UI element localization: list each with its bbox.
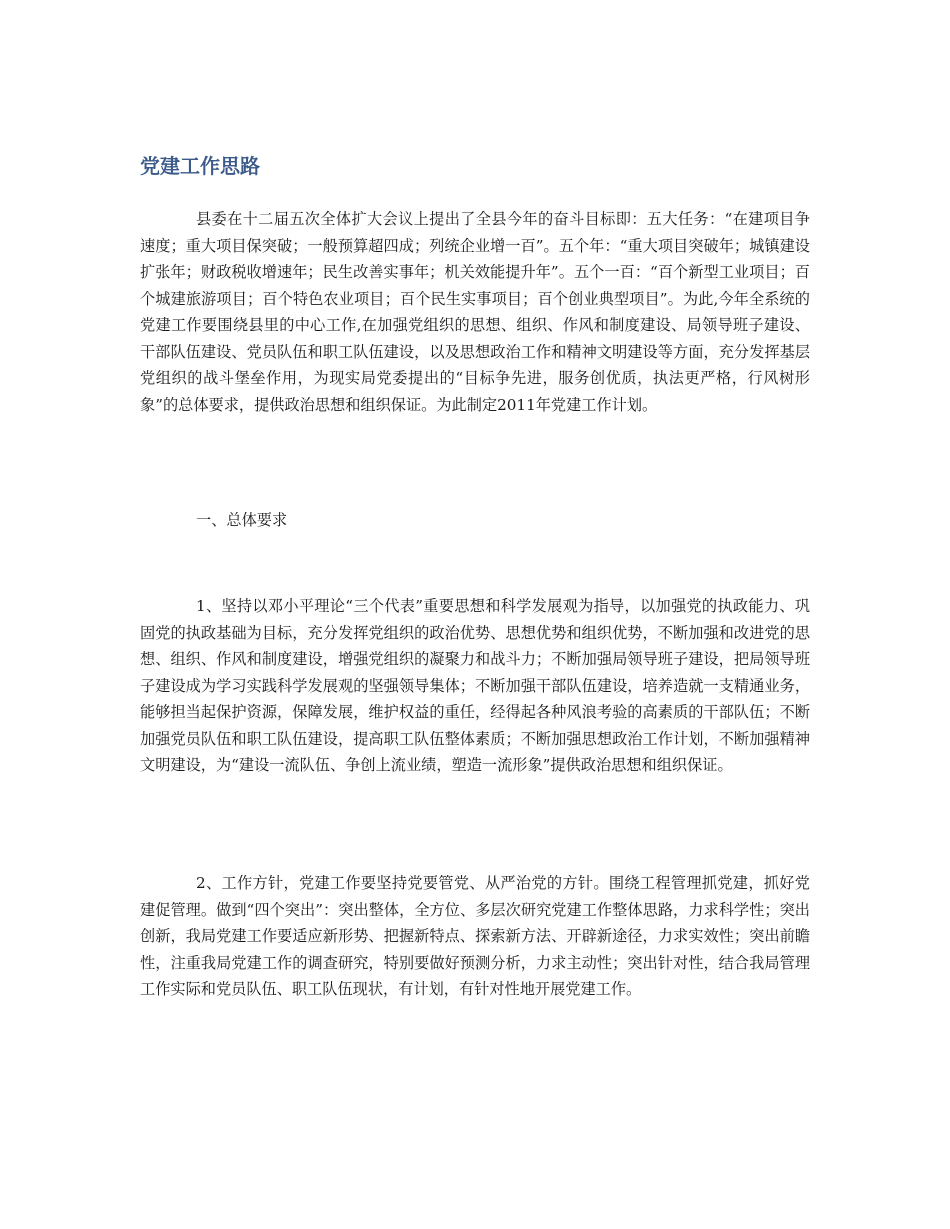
requirement-item-1: 1、坚持以邓小平理论“三个代表”重要思想和科学发展观为指导，以加强党的执政能力、巩固党的执政基础为目标，充分发挥党组织的政治优势、思想优势和组织优势，不断加强和改进党的思想、组织、作风和制度建设，增强党组织的凝聚力和战斗力；不断加强局领导班子建设，把局领导班子建设成为学习实践科学发展观的坚强领导集体；不断加强干部队伍建设，培养造就一支精通业务，能够担当起保护资源，保障发展，维护权益的重任，经得起各种风浪考验的高素质的干部队伍；不断加强党员队伍和职工队伍建设，提高职工队伍整体素质；不断加强思想政治工作计划，不断加强精神文明建设，为“建设一流队伍、争创上流业绩，塑造一流形象”提供政治思想和组织保证。 bbox=[140, 597, 810, 774]
section-heading: 一、总体要求 bbox=[196, 511, 288, 529]
intro-paragraph: 县委在十二届五次全体扩大会议上提出了全县今年的奋斗目标即：五大任务：“在建项目争速度；重大项目保突破；一般预算超四成；列统企业增一百”。五个年：“重大项目突破年；城镇建设扩张年；财政税收增速年；民生改善实事年；机关效能提升年”。五个一百：“百个新型工业项目；百个城建旅游项目；百个特色农业项目；百个民生实事项目；百个创业典型项目”。为此,今年全系统的党建工作要围绕县里的中心工作,在加强党组织的思想、组织、作风和制度建设、局领导班子建设、干部队伍建设、党员队伍和职工队伍建设，以及思想政治工作和精神文明建设等方面，充分发挥基层党组织的战斗堡垒作用，为现实局党委提出的“目标争先进，服务创优质，执法更严格，行风树形象”的总体要求，提供政治思想和组织保证。为此制定2011年党建工作计划。 bbox=[140, 210, 810, 414]
document-title: 党建工作思路 bbox=[140, 154, 260, 178]
requirement-item-2: 2、工作方针，党建工作要坚持党要管党、从严治党的方针。围绕工程管理抓党建，抓好党建促管理。做到“四个突出”：突出整体，全方位、多层次研究党建工作整体思路，力求科学性；突出创新，我局党建工作要适应新形势、把握新特点、探索新方法、开辟新途径，力求实效性；突出前瞻性，注重我局党建工作的调查研究，特别要做好预测分析，力求主动性；突出针对性，结合我局管理工作实际和党员队伍、职工队伍现状，有计划，有针对性地开展党建工作。 bbox=[140, 874, 810, 998]
